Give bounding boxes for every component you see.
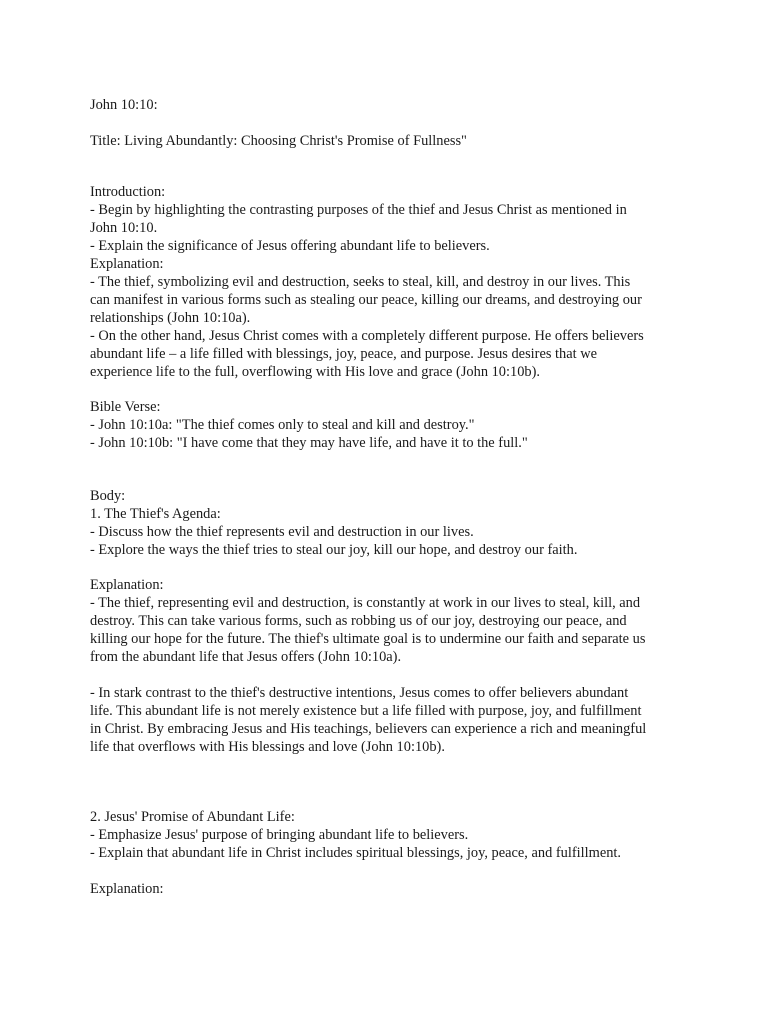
introduction-line: - Explain the significance of Jesus offering abundant life to believers. (90, 238, 490, 254)
explanation-line: in Christ. By embracing Jesus and His teachings, believers can experience a rich and meaningful (90, 721, 647, 737)
bible-verse-line: - John 10:10a: "The thief comes only to steal and kill and destroy." (90, 417, 475, 433)
point-2-line: - Emphasize Jesus' purpose of bringing abundant life to believers. (90, 827, 469, 843)
bible-verse-line: - John 10:10b: "I have come that they may have life, and have it to the full." (90, 435, 528, 451)
point-2-line: - Explain that abundant life in Christ includes spiritual blessings, joy, peace, and fulfillment. (90, 845, 622, 861)
explanation-heading: Explanation: (90, 256, 164, 272)
explanation-line: experience life to the full, overflowing with His love and grace (John 10:10b). (90, 364, 540, 380)
explanation-line: - The thief, representing evil and destruction, is constantly at work in our lives to steal, kill, and (90, 595, 641, 611)
explanation-line: killing our hope for the future. The thief's ultimate goal is to undermine our faith and separate us (90, 631, 646, 647)
scripture-reference: John 10:10: (90, 97, 158, 113)
explanation-line: - On the other hand, Jesus Christ comes with a completely different purpose. He offers believers (90, 328, 644, 344)
bible-verse-heading: Bible Verse: (90, 399, 161, 415)
explanation-line: - In stark contrast to the thief's destructive intentions, Jesus comes to offer believers abundant (90, 685, 629, 701)
explanation-heading: Explanation: (90, 577, 164, 593)
point-1-line: - Discuss how the thief represents evil and destruction in our lives. (90, 524, 474, 540)
explanation-heading: Explanation: (90, 881, 164, 897)
sermon-title: Title: Living Abundantly: Choosing Christ's Promise of Fullness" (90, 133, 467, 149)
explanation-line: relationships (John 10:10a). (90, 310, 251, 326)
point-1-heading: 1. The Thief's Agenda: (90, 506, 221, 522)
explanation-line: abundant life – a life filled with blessings, joy, peace, and purpose. Jesus desires that we (90, 346, 598, 362)
explanation-line: life. This abundant life is not merely existence but a life filled with purpose, joy, and fulfillment (90, 703, 642, 719)
point-1-line: - Explore the ways the thief tries to steal our joy, kill our hope, and destroy our faith. (90, 542, 578, 558)
body-heading: Body: (90, 488, 126, 504)
explanation-line: can manifest in various forms such as stealing our peace, killing our dreams, and destroying our (90, 292, 642, 308)
explanation-line: destroy. This can take various forms, such as robbing us of our joy, destroying our peace, and (90, 613, 627, 629)
introduction-line: John 10:10. (90, 220, 158, 236)
point-2-heading: 2. Jesus' Promise of Abundant Life: (90, 809, 295, 825)
explanation-line: from the abundant life that Jesus offers (John 10:10a). (90, 649, 402, 665)
explanation-line: - The thief, symbolizing evil and destruction, seeks to steal, kill, and destroy in our lives. This (90, 274, 631, 290)
introduction-line: - Begin by highlighting the contrasting purposes of the thief and Jesus Christ as mentioned in (90, 202, 627, 218)
explanation-line: life that overflows with His blessings and love (John 10:10b). (90, 739, 445, 755)
introduction-heading: Introduction: (90, 184, 166, 200)
